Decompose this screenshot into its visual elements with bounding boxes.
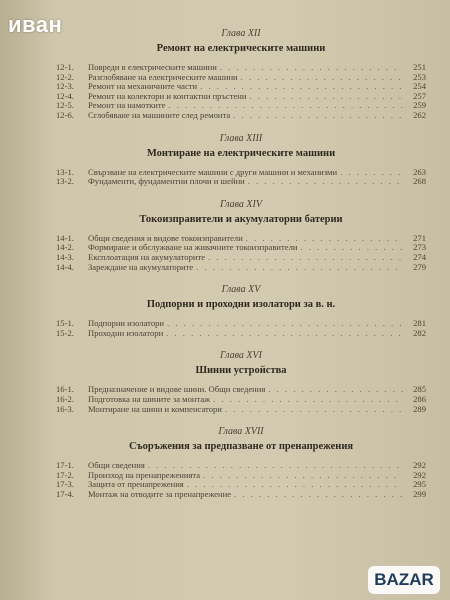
entry-page-number: 292 (413, 460, 426, 471)
entry-page-number: 251 (413, 62, 426, 72)
entry-number: 17-1. (56, 460, 74, 471)
entry-number: 13-2. (56, 176, 74, 187)
entry-page-number: 292 (413, 469, 426, 480)
dot-leader (203, 471, 403, 481)
dot-leader (225, 405, 403, 415)
entry-number: 15-1. (56, 318, 74, 329)
chapter-title: Токоизправители и акумулаторни батерии (139, 213, 343, 225)
entry-number: 13-1. (56, 166, 74, 177)
entry-title: Монтиране на шини и компенсатори (88, 403, 222, 414)
entry-number: 16-3. (56, 403, 74, 414)
chapter-heading: Глава XVII (218, 426, 264, 438)
entry-page-number: 259 (413, 100, 426, 111)
entry-number: 12-1. (56, 62, 74, 72)
chapter-title: Подпорни и проходни изолатори за в. н. (146, 299, 336, 311)
entry-page-number: 262 (413, 109, 426, 120)
toc-entry (56, 405, 426, 415)
entry-page-number: 268 (413, 176, 426, 187)
chapter-title: Монтиране на електрическите машини (146, 147, 336, 159)
dot-leader (208, 253, 403, 263)
dot-leader (268, 385, 403, 395)
chapter-heading: Глава XIV (220, 198, 262, 210)
entry-title: Сглобяване на машините след ремонта (88, 109, 231, 120)
chapter-heading: Глава XV (221, 284, 261, 296)
chapter-title: Съоръжения за предпазване от пренапрежения (128, 441, 354, 453)
entry-page-number: 279 (413, 261, 426, 272)
chapter-title: Шинни устройства (195, 365, 287, 377)
chapter-title: Ремонт на електрическите машини (156, 43, 326, 54)
chapter-section (56, 284, 426, 338)
dot-leader (220, 63, 403, 73)
dot-leader (234, 490, 403, 500)
entry-number: 17-3. (56, 479, 74, 490)
entry-page-number: 281 (413, 318, 426, 329)
watermark-top-logo: иван (8, 12, 63, 37)
entry-title: Зареждане на акумулаторите (88, 261, 194, 272)
entry-number: 14-4. (56, 261, 74, 272)
toc-entry (56, 111, 426, 121)
entry-page-number: 289 (413, 403, 426, 414)
dot-leader (167, 319, 403, 329)
entry-number: 16-2. (56, 393, 74, 404)
entry-title: Общи сведения (88, 460, 145, 471)
entry-number: 15-2. (56, 327, 74, 338)
entry-page-number: 254 (413, 81, 426, 92)
dot-leader (196, 263, 403, 273)
toc-entry (56, 490, 426, 500)
entry-title: Фундаменти, фундаментни плочи и шейни (88, 176, 245, 187)
entry-title: Подпорни изолатори (88, 318, 165, 329)
toc-entry (56, 177, 426, 187)
entry-number: 12-3. (56, 81, 74, 92)
chapter-heading: Глава XIII (219, 132, 263, 144)
entry-number: 12-5. (56, 100, 74, 111)
chapter-heading: Глава XVI (220, 350, 262, 362)
entry-page-number: 274 (413, 251, 426, 262)
chapter-section (56, 350, 426, 414)
chapter-heading: Глава XII (221, 28, 261, 39)
dot-leader (166, 329, 403, 339)
entry-page-number: 263 (413, 166, 426, 177)
entry-title: Ремонт на намотките (88, 100, 166, 111)
entry-page-number: 253 (413, 71, 426, 82)
entry-title: Произход на пренапреженията (88, 469, 201, 480)
entry-title: Монтаж на отводите за пренапрежение (88, 488, 232, 499)
entry-page-number: 299 (413, 488, 426, 499)
entry-title: Общи сведения и видове токоизправители (88, 232, 243, 243)
entry-number: 12-4. (56, 90, 74, 101)
entry-title: Предназначение и видове шини. Общи сведения (88, 384, 266, 395)
dot-leader (340, 168, 403, 178)
entry-title: Разглобяване на електрическите машини (88, 71, 238, 82)
dot-leader (233, 111, 403, 121)
entry-number: 12-6. (56, 109, 74, 120)
entry-page-number: 271 (413, 232, 426, 243)
entry-title: Ремонт на колектори и контактни пръстени (88, 90, 247, 101)
entry-title: Защита от пренапрежения (88, 479, 184, 490)
entry-title: Свързване на електрическите машини с други машини и механизми (88, 166, 338, 177)
entry-title: Проходни изолатори (88, 327, 164, 338)
chapter-section (56, 28, 426, 121)
chapter-section (56, 426, 426, 499)
entry-page-number: 295 (413, 479, 426, 490)
entry-number: 14-1. (56, 232, 74, 243)
entry-title: Формиране и обслужване на живачните токоизправители (88, 242, 298, 253)
entry-number: 14-3. (56, 251, 74, 262)
dot-leader (248, 177, 403, 187)
entry-page-number: 257 (413, 90, 426, 101)
dot-leader (250, 92, 404, 102)
entry-number: 16-1. (56, 384, 74, 395)
table-of-contents (56, 28, 426, 499)
entry-number: 12-2. (56, 71, 74, 82)
dot-leader (241, 73, 403, 83)
entry-page-number: 282 (413, 327, 426, 338)
toc-entry (56, 329, 426, 339)
entry-number: 17-4. (56, 488, 74, 499)
entry-page-number: 285 (413, 384, 426, 395)
entry-title: Ремонт на механичните части (88, 81, 198, 92)
entry-page-number: 273 (413, 242, 426, 253)
entry-title: Експлоатация на акумулаторите (88, 251, 206, 262)
entry-number: 17-2. (56, 469, 74, 480)
chapter-section (56, 133, 426, 187)
entry-title: Повреди в електрическите машини (88, 62, 217, 72)
toc-entry (56, 263, 426, 273)
dot-leader (213, 395, 403, 405)
dot-leader (300, 243, 403, 253)
watermark-bottom-logo: BAZAR (368, 566, 440, 594)
entry-number: 14-2. (56, 242, 74, 253)
chapter-section (56, 199, 426, 272)
entry-title: Подготовка на шините за монтаж (88, 393, 211, 404)
entry-page-number: 286 (413, 393, 426, 404)
